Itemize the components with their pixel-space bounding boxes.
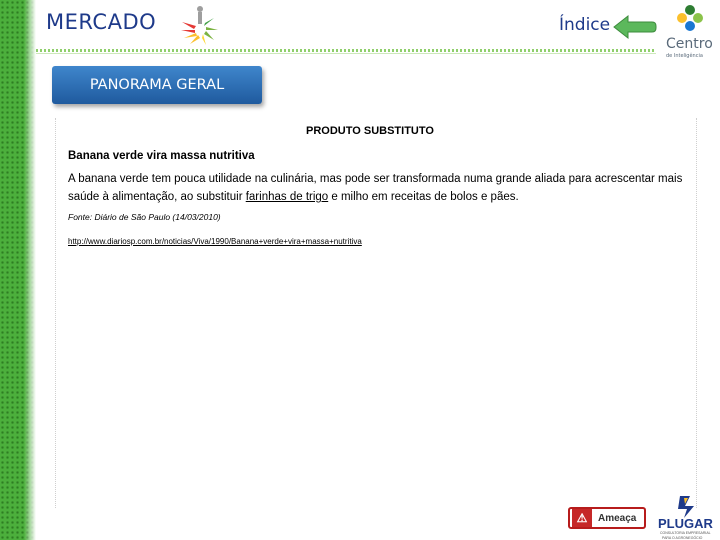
article-source: Fonte: Diário de São Paulo (14/03/2010): [68, 212, 221, 222]
plugar-logo: [654, 494, 720, 540]
plugar-logo-text: PLUGAR: [658, 516, 713, 531]
centro-logo-subtext: de Inteligência: [666, 53, 703, 59]
plugar-tagline-2: PARA O AGRONEGÓCIO: [662, 536, 703, 540]
plugar-tagline-1: CONSULTORIA EMPRESARIAL: [660, 531, 711, 535]
index-link[interactable]: Índice: [559, 15, 611, 35]
left-strip-fade: [24, 0, 36, 540]
panorama-geral-label: PANORAMA GERAL: [89, 77, 225, 93]
back-arrow-icon[interactable]: [612, 14, 658, 40]
article-headline: Banana verde vira massa nutritiva: [68, 150, 255, 162]
article-body-part-1: A banana verde tem pouca utilidade na culinária, mas pode ser transformada numa grande aliada para acrescentar mais saúde à alimentação, ao substituir: [68, 173, 683, 203]
article-body-underlined: farinhas de trigo: [245, 191, 329, 203]
section-title: PRODUTO SUBSTITUTO: [306, 125, 434, 137]
article-link[interactable]: http://www.diariosp.com.br/noticias/Viva/1990/Banana+verde+vira+massa+nutritiva: [68, 237, 362, 246]
article-body: [68, 170, 688, 206]
page-title: MERCADO: [46, 10, 157, 34]
centro-flower-logo: [664, 2, 720, 60]
panorama-geral-button[interactable]: [52, 66, 262, 104]
threat-button[interactable]: [568, 507, 646, 529]
people-circle-icon: [176, 4, 220, 46]
centro-logo-text: Centro: [666, 36, 713, 52]
threat-label: Ameaça: [598, 512, 637, 524]
warning-icon: ⚠: [572, 509, 592, 527]
header-divider: [36, 47, 656, 54]
article-body-part-2: e milho em receitas de bolos e pães.: [328, 191, 519, 203]
